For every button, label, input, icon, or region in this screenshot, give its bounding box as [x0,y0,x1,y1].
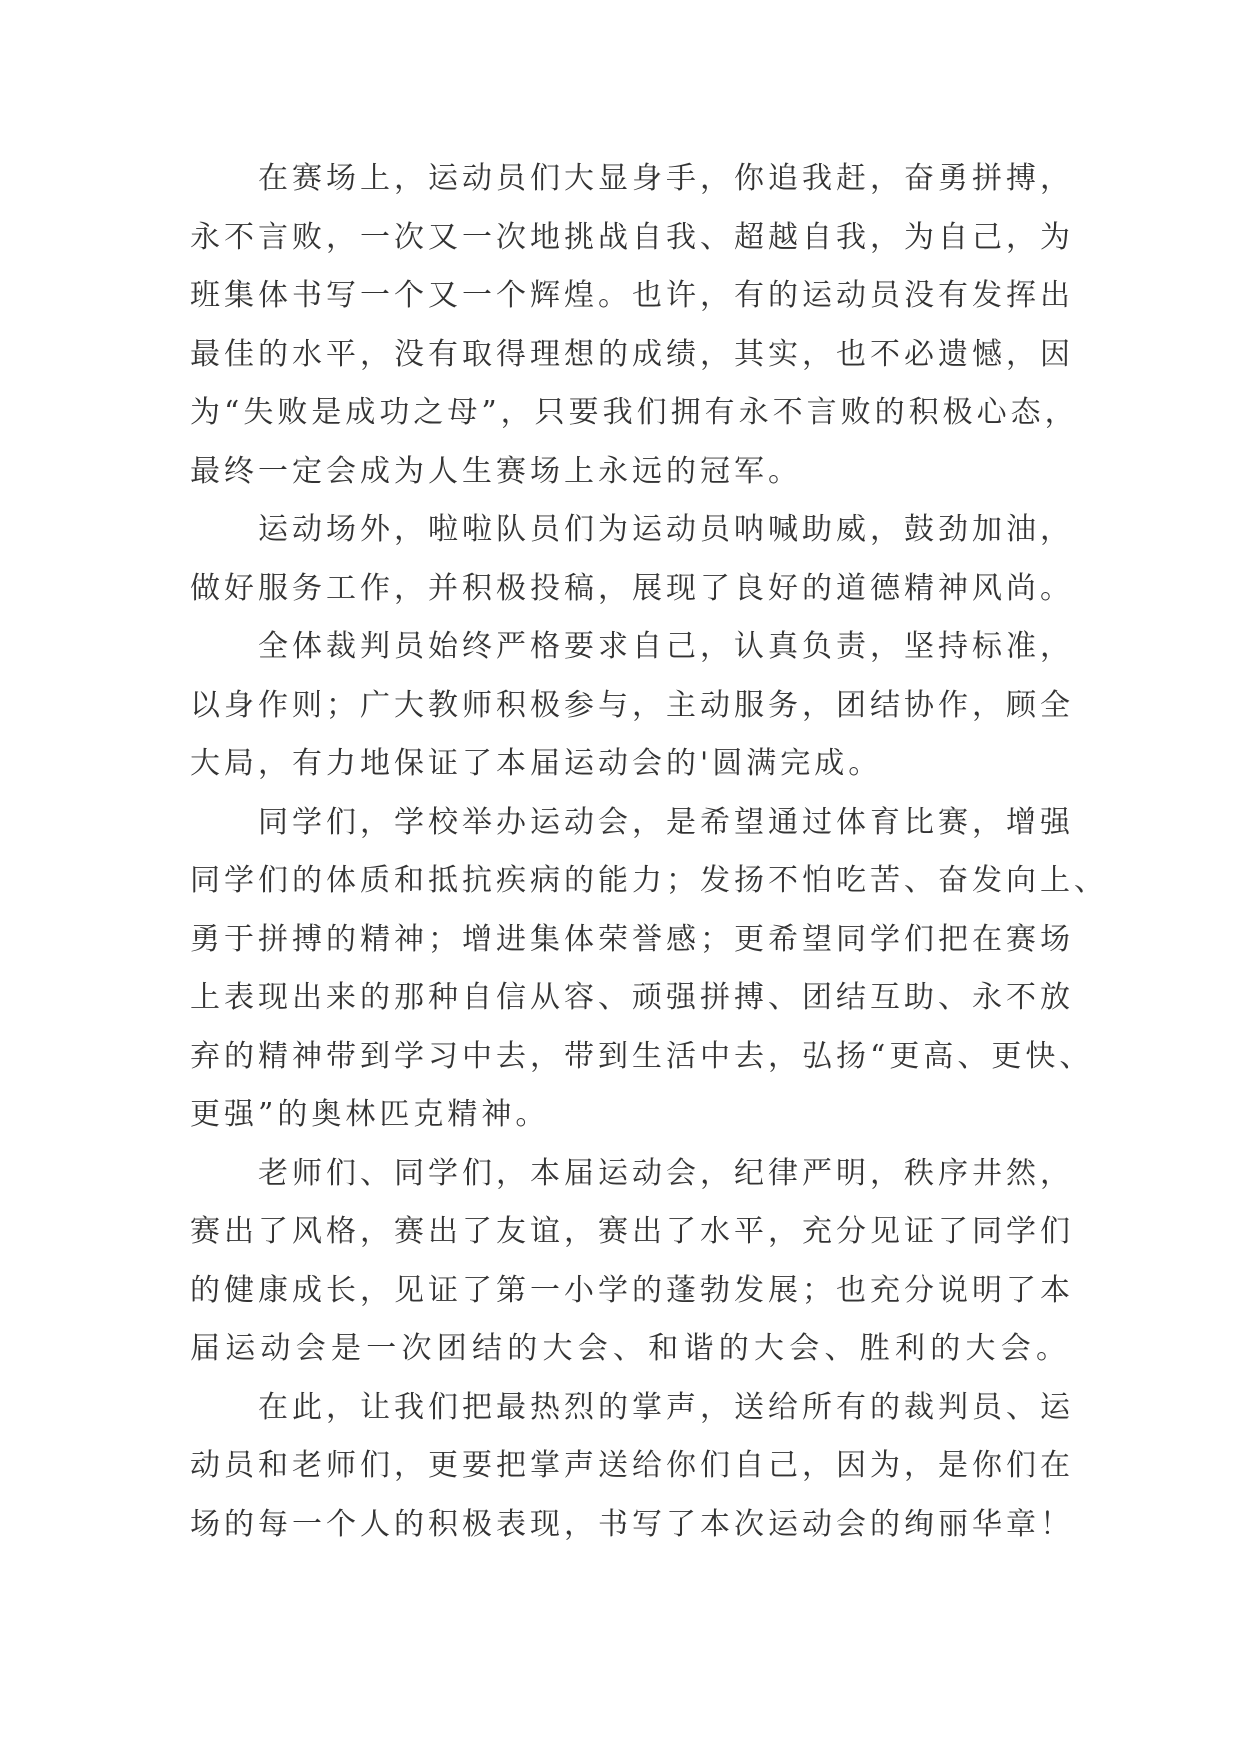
paragraph-cheerleaders [190,501,1074,618]
paragraph-closing [190,1379,1074,1555]
text-line: 届运动会是一次团结的大会、和谐的大会、胜利的大会。 [190,1331,1070,1366]
paragraph-teachers-students [190,1145,1074,1379]
text-line: 上表现出来的那种自信从容、顽强拼搏、团结互助、永不放 [190,980,1074,1015]
paragraph-athletes [190,150,1079,501]
text-line: 弃的精神带到学习中去，带到生活中去，弘扬“更高、更快、 [190,1038,1094,1074]
text-line: 运动场外，啦啦队员们为运动员呐喊助威，鼓劲加油， [258,512,1074,547]
text-line: 赛出了风格，赛出了友谊，赛出了水平，充分见证了同学们 [190,1214,1074,1249]
text-line: 同学们，学校举办运动会，是希望通过体育比赛，增强 [258,804,1074,840]
text-line: 最佳的水平，没有取得理想的成绩，其实，也不必遗憾，因 [190,336,1074,372]
text-line: 全体裁判员始终严格要求自己，认真负责，坚持标准， [258,629,1074,664]
text-line: 场的每一个人的积极表现，书写了本次运动会的绚丽华章！ [190,1506,1074,1542]
text-line: 的健康成长，见证了第一小学的蓬勃发展；也充分说明了本 [190,1272,1074,1308]
text-line: 动员和老师们，更要把掌声送给你们自己，因为，是你们在 [190,1448,1074,1483]
text-line: 最终一定会成为人生赛场上永远的冠军。 [190,453,802,489]
document-body [190,150,1108,1554]
text-line: 大局，有力地保证了本届运动会的'圆满完成。 [190,746,883,781]
text-line: 永不言败，一次又一次地挑战自我、超越自我，为自己，为 [190,219,1074,255]
paragraph-students [190,794,1108,1145]
text-line: 做好服务工作，并积极投稿，展现了良好的道德精神风尚。 [190,570,1074,606]
text-line: 在赛场上，运动员们大显身手，你追我赶，奋勇拼搏， [258,161,1074,196]
paragraph-referees [190,618,1074,794]
text-line: 在此，让我们把最热烈的掌声，送给所有的裁判员、运 [258,1389,1074,1425]
text-line: 勇于拼搏的精神；增进集体荣誉感；更希望同学们把在赛场 [190,921,1074,957]
text-line: 更强”的奥林匹克精神。 [190,1097,550,1132]
text-line: 以身作则；广大教师积极参与，主动服务，团结协作，顾全 [190,687,1074,723]
text-line: 同学们的体质和抵抗疾病的能力；发扬不怕吃苦、奋发向上、 [190,863,1108,898]
text-line: 班集体书写一个又一个辉煌。也许，有的运动员没有发挥出 [190,278,1074,313]
text-line: 老师们、同学们，本届运动会，纪律严明，秩序井然， [258,1155,1074,1191]
text-line: 为“失败是成功之母”，只要我们拥有永不言败的积极心态， [190,395,1079,430]
